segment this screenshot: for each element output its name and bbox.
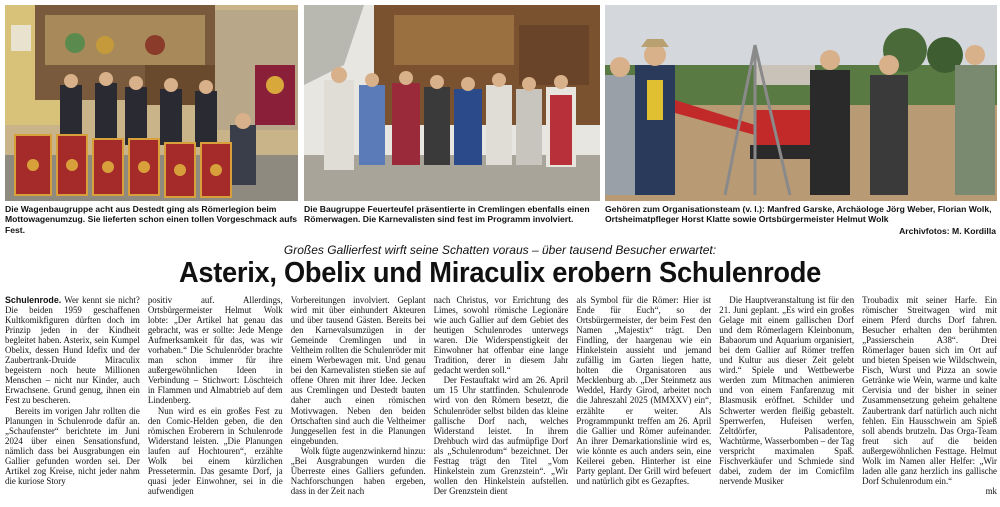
photo-roman-legion-wagon bbox=[5, 5, 298, 201]
article-column-1 bbox=[5, 295, 140, 503]
paragraph: Bereits im vorigen Jahr rollten die Planungen in Schulenrode dafür an. „Schaufenster“ berichtete im Juni 2024 über einen Sensationsfund, nämlich dass bei Ausgrabungen ein Gallier gefunden worden sei. Der Artikel zog Kreise, nicht jeder nahm die kuriose Story bbox=[5, 405, 140, 486]
paragraph: als Symbol für die Römer: Hier ist Ende für Euch“, so der Ortsbürgermeister, der beim Fest den Namen „Majestix“ trägt. Den Findling, der haargenau wie ein Hinkelstein aussieht und jemand zufällig im Garten liegen hatte, holten die Organisatoren aus Mecklenburg ab. „Der Steinmetz aus Weddel, Hardy Girod, arbeitet noch die Jahreszahl 2025 (MMXXV) ein“, erzählte er weiter. Als Programmpunkt treffen am 26. April die Gallier und Römer aufeinander. An ihrer Demarkationslinie wird es, wie könnte es auch anders sein, eine Keilerei geben. Hinterher ist eine Party geplant. Der Grill wird befeuert und natürlich gibt es Gezapftes. bbox=[576, 295, 712, 486]
paragraph: Wolk fügte augenzwinkernd hinzu: „Bei Ausgrabungen wurden die Überreste eines Galliers gefunden. Nachforschungen haben ergeben, dass in der Zeit nach bbox=[290, 445, 426, 496]
caption-photo-1: Die Wagenbaugruppe acht aus Destedt ging als Römerlegion beim Mottowagenumzug. Sie lieferten schon einen tollen Vorgeschmack aufs Fest. bbox=[5, 204, 298, 235]
caption-photo-2: Die Baugruppe Feuerteufel präsentierte in Cremlingen ebenfalls einen Römerwagen. Die Karnevalisten sind fest im Programm involviert. bbox=[304, 204, 590, 225]
photo-roman-legion-wagon-image bbox=[5, 5, 298, 201]
paragraph: nach Christus, vor Errichtung des Limes, sowohl römische Legionäre wie auch Gallier auf dem Gebiet des heutigen Schulenrodes unterwegs waren. Die Widerspenstigkeit der Einwohner hat offenbar eine lange Tradition, derer in diesem Jahr gedacht werden soll.“ bbox=[433, 295, 569, 376]
article-column-3 bbox=[291, 295, 426, 503]
article-column-7 bbox=[862, 295, 997, 503]
photo-feuerteufel-group bbox=[304, 5, 600, 201]
author-signature: mk bbox=[985, 485, 997, 496]
kicker-line: Großes Gallierfest wirft seine Schatten voraus – über tausend Besucher erwartet: bbox=[283, 243, 717, 257]
paragraph: Troubadix mit seiner Harfe. Ein römischer Streitwagen wird mit einem Pferd durchs Dorf fahren. Besucher erhalten den berühmten „Passierschein A38“. Drei Römerlager bauen sich im Ort auf und bieten Speisen wie Wildschwein, Fisch, Wurst und Pizza an sowie Getränke wie Wein, warme und kalte Cervisia und der bisher in seiner Zusammensetzung geheim gehaltene Zaubertrank darf natürlich auch nicht fehlen. Ein Hausschwein am Spieß soll abends brutzeln. Das Orga-Team freut sich auf die beiden außergewöhnlichen Festtage. Helmut Wolk im Namen aller Helfer: „Wir laden alle ganz herzlich ins gallische Dorf Schulenrodum ein.“ bbox=[862, 295, 997, 486]
caption-photo-3: Gehören zum Organisationsteam (v. l.): Manfred Garske, Archäologe Jörg Weber, Florian Wolk, Ortsheimatpfleger Horst Klatte sowie Ortsbürgermeister Helmut Wolk bbox=[605, 204, 992, 225]
headline: Asterix, Obelix und Miraculix erobern Schulenrode bbox=[178, 257, 822, 289]
paragraph: Vorbereitungen involviert. Geplant wird mit über einhundert Akteuren und über tausend Gästen. Bereits bei den Karnevalsumzügen in der Gemeinde Cremlingen und in Veltheim rollten die Schulenröder mit einem Werbewagen mit. Und genau bei den Karnevalisten stießen sie auf offene Ohren mit ihrer Idee. Jecken aus Cremlingen und Destedt bauten daher auch einen römischen Motivwagen. Neben den beiden Ortschaften sind auch die Veltheimer Junggesellen fest in die Planungen eingebunden. bbox=[290, 295, 426, 446]
paragraph: Der Festauftakt wird am 26. April um 15 Uhr stattfinden. Schulenrode wird von den Römern besetzt, die Schulenröder selbst bilden das kleine gallische Dorf nach, welches Widerstand leistet. In ihrem Drehbuch wird das aufmüpfige Dorf als „Schulenrodum“ bezeichnet. Der Festtag trägt den Titel „Vom Hinkelstein zum Grenzstein“. „Wir wollen den Hinkelstein aufstellen. Der Grenzstein dient bbox=[433, 375, 569, 496]
photo-organisation-team-image bbox=[605, 5, 997, 201]
paragraph: Nun wird es ein großes Fest zu den Comic-Helden geben, die den römischen Eroberern in Schulenrode Widerstand leisten. „Die Planungen laufen auf Hochtouren“, erzählte Wolk bei einem kürzlichen Pressetermin. Das gesamte Dorf, ja quasi jeder Einwohner, sei in die aufwendigen bbox=[147, 405, 283, 496]
article-body bbox=[5, 295, 997, 503]
article-column-5 bbox=[576, 295, 711, 503]
paragraph-text: Wer kennt sie nicht? Die beiden 1959 geschaffenen Kultkomikfiguren dürften doch im Prinzip jeden in der Kindheit begleitet haben. Asterix, sein Kumpel Obelix, dessen Hund Idefix und der Zaubertrank-Druide Miraculix begeistern noch heute Millionen Menschen – nicht nur Kinder, auch Erwachsene. Grund genug, ihnen ein Fest zu bescheren. bbox=[5, 295, 140, 406]
article-column-2 bbox=[148, 295, 283, 503]
photo-feuerteufel-group-image bbox=[304, 5, 600, 201]
photo-organisation-team bbox=[605, 5, 997, 201]
paragraph bbox=[5, 295, 140, 406]
article-column-4 bbox=[434, 295, 569, 503]
dateline: Schulenrode. bbox=[5, 295, 62, 305]
article-column-6 bbox=[719, 295, 854, 503]
paragraph: Die Hauptveranstaltung ist für den 21. Juni geplant. „Es wird ein großes Gelage mit einem gallischen Dorf und dem Römerlagern Kleinbonum, Babaorum und Aquarium organisiert, bei dem Gallier auf Römer treffen und Kultur aus dieser Zeit gelebt wird.“ Spiele und Wettbewerbe werden zum Mitmachen animieren und von einem Fanfarenzug mit Blasmusik eröffnet. Schilder und Schwerter werden fleißig gebastelt. Sperrwerfen, Hufeisen werfen, Zeltdörfer, Palisadentore, Wachtürme, Wasserbomben – der Tag verspricht maximalen Spaß. Fischverkäufer und Schmiede sind dabei, zudem der im Comicfilm nervende Musiker bbox=[719, 295, 855, 486]
paragraph: positiv auf. Allerdings, Ortsbürgermeister Helmut Wolk lobte: „Der Artikel hat genau das gebracht, was er sollte: Jede Menge Aufmerksamkeit für das, was wir vorhaben.“ Die Schulenröder brachte man schon immer für ihre außergewöhnlichen Ideen in Verbindung – Stichwort: Löschteich in Flammen und Almabtrieb auf dem Lindenberg. bbox=[147, 295, 283, 406]
photo-credit: Archivfotos: M. Kordilla bbox=[899, 226, 996, 236]
